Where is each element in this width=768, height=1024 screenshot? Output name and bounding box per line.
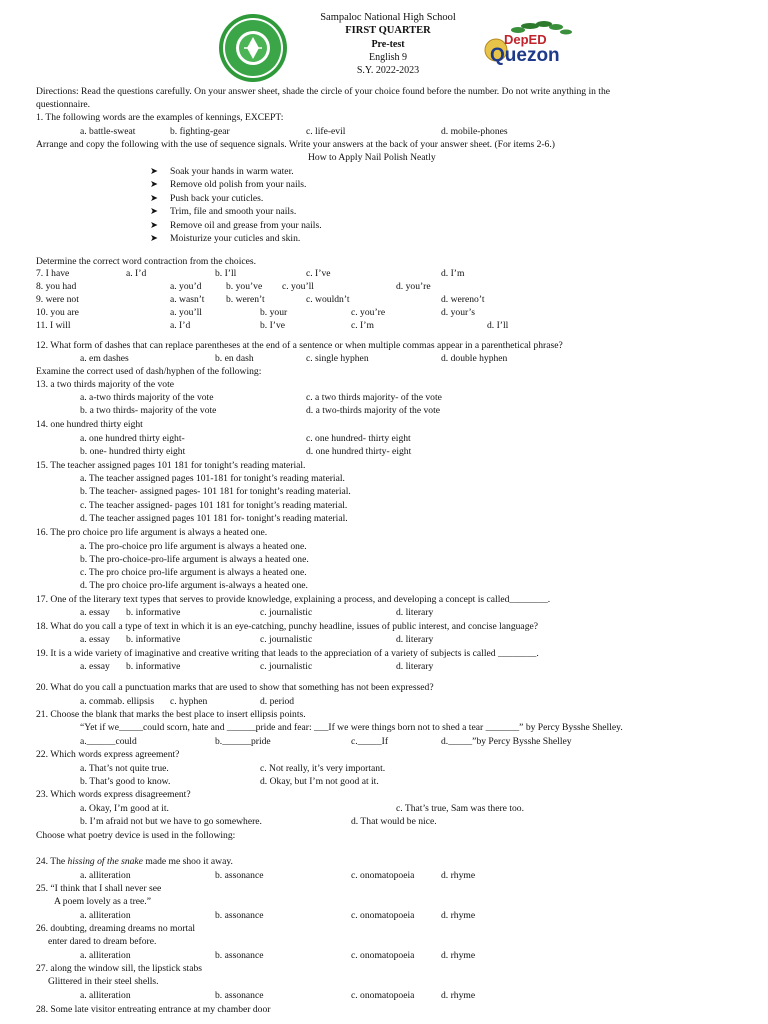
arrow-bullet-icon: ➤ — [150, 180, 158, 190]
q26-choice-c: c. onomatopoeia — [351, 950, 415, 961]
q11-choice-c: c. I’m — [351, 320, 374, 331]
q7-choice-b: b. I’ll — [215, 268, 237, 279]
q17-choice-b: b. informative — [126, 607, 181, 618]
question-14-stem: 14. one hundred thirty eight — [36, 419, 143, 430]
question-15-stem: 15. The teacher assigned pages 101 181 for tonight’s reading material. — [36, 460, 306, 471]
q19-choice-c: c. journalistic — [260, 661, 313, 672]
q18-choice-a: a. essay — [80, 634, 110, 645]
q15-choice-a: a. The teacher assigned pages 101-181 for tonight’s reading material. — [80, 473, 345, 484]
q24-choice-b: b. assonance — [215, 870, 264, 881]
q25-choice-a: a. alliteration — [80, 910, 131, 921]
q21-choice-a: a.______could — [80, 736, 137, 747]
q10-choice-d: d. your’s — [441, 307, 475, 318]
sequence-step: Moisturize your cuticles and skin. — [170, 233, 301, 244]
q19-choice-b: b. informative — [126, 661, 181, 672]
q26-choice-a: a. alliteration — [80, 950, 131, 961]
q19-choice-d: d. literary — [396, 661, 434, 672]
q16-choice-c: c. The pro choice pro-life argument is always a heated one. — [80, 567, 307, 578]
q20-choice-c: c. hyphen — [170, 696, 208, 707]
quezon-wordmark: Quezon — [490, 45, 560, 66]
q23-choice-c: c. That’s true, Sam was there too. — [396, 803, 524, 814]
q24-stem-pre: 24. The — [36, 856, 68, 867]
q21-choice-c: c._____If — [351, 736, 389, 747]
q9-choice-b: b. weren’t — [226, 294, 265, 305]
q14-choice-d: d. one hundred thirty- eight — [306, 446, 412, 457]
q13-choice-c: c. a two thirds majority- of the vote — [306, 392, 442, 403]
q21-choice-d: d._____”by Percy Bysshe Shelley — [441, 736, 572, 747]
q16-choice-a: a. The pro-choice pro life argument is always a heated one. — [80, 541, 307, 552]
q12-choice-b: b. en dash — [215, 353, 254, 364]
q8-choice-c: c. you’ll — [282, 281, 314, 292]
arrow-bullet-icon: ➤ — [150, 221, 158, 231]
deped-wordmark: DepED — [504, 32, 547, 47]
q24-choice-a: a. alliteration — [80, 870, 131, 881]
q11-choice-b: b. I’ve — [260, 320, 286, 331]
q21-choice-b: b.______pride — [215, 736, 271, 747]
q22-choice-b: b. That’s good to know. — [80, 776, 171, 787]
q27-choice-c: c. onomatopoeia — [351, 990, 415, 1001]
q24-choice-c: c. onomatopoeia — [351, 870, 415, 881]
question-25-line-2: A poem lovely as a tree.” — [54, 896, 151, 907]
q17-choice-a: a. essay — [80, 607, 110, 618]
contraction-instruction: Determine the correct word contraction from the choices. — [36, 256, 257, 267]
question-27-line-1: 27. along the window sill, the lipstick stabs — [36, 963, 203, 974]
q23-choice-a: a. Okay, I’m good at it. — [80, 803, 169, 814]
question-26-line-2: enter dared to dream before. — [48, 936, 157, 947]
q8-choice-a: a. you’d — [170, 281, 202, 292]
q15-choice-d: d. The teacher assigned pages 101 181 for- tonight’s reading material. — [80, 513, 348, 524]
q13-choice-d: d. a two-thirds majority of the vote — [306, 405, 441, 416]
sequence-step: Trim, file and smooth your nails. — [170, 206, 297, 217]
question-12-stem: 12. What form of dashes that can replace parentheses at the end of a sentence or when multiple commas appear in a parenthetical phrase? — [36, 340, 563, 351]
q12-choice-c: c. single hyphen — [306, 353, 369, 364]
sequence-step: Remove old polish from your nails. — [170, 179, 307, 190]
q9-choice-a: a. wasn’t — [170, 294, 205, 305]
q22-choice-c: c. Not really, it’s very important. — [260, 763, 386, 774]
test-title: Pre-test — [371, 39, 405, 50]
q7-choice-d: d. I’m — [441, 268, 465, 279]
school-year: S.Y. 2022-2023 — [356, 65, 420, 76]
sequence-step: Soak your hands in warm water. — [170, 166, 294, 177]
examine-instruction: Examine the correct used of dash/hyphen of the following: — [36, 366, 262, 377]
q7-choice-c: c. I’ve — [306, 268, 331, 279]
q14-choice-a: a. one hundred thirty eight- — [80, 433, 185, 444]
q7-choice-a: a. I’d — [126, 268, 147, 279]
q10-choice-a: a. you’ll — [170, 307, 202, 318]
question-28-line-1: 28. Some late visitor entreating entrance at my chamber door — [36, 1004, 271, 1015]
school-name: Sampaloc National High School — [320, 12, 456, 23]
question-23-stem: 23. Which words express disagreement? — [36, 789, 191, 800]
q25-choice-b: b. assonance — [215, 910, 264, 921]
q1-choice-b: b. fighting-gear — [170, 126, 230, 137]
q21-quote: “Yet if we_____could scorn, hate and ______pride and fear: ___If we were things born not to shed a tear _______” by Percy Bysshe Shelley. — [80, 722, 623, 733]
q20-choice-ab: a. commab. ellipsis — [80, 696, 155, 707]
q8-choice-b: b. you’ve — [226, 281, 263, 292]
q1-choice-a: a. battle-sweat — [80, 126, 136, 137]
sequence-step: Push back your cuticles. — [170, 193, 264, 204]
q7-stem: 7. I have — [36, 268, 70, 279]
arrow-bullet-icon: ➤ — [150, 167, 158, 177]
question-26-line-1: 26. doubting, dreaming dreams no mortal — [36, 923, 196, 934]
directions-line-2: questionnaire. — [36, 99, 91, 110]
arrow-bullet-icon: ➤ — [150, 234, 158, 244]
subject-label: English 9 — [368, 52, 408, 63]
sequence-step: Remove oil and grease from your nails. — [170, 220, 322, 231]
question-22-stem: 22. Which words express agreement? — [36, 749, 180, 760]
q27-choice-a: a. alliteration — [80, 990, 131, 1001]
question-13-stem: 13. a two thirds majority of the vote — [36, 379, 175, 390]
q8-choice-d: d. you’re — [396, 281, 431, 292]
question-16-stem: 16. The pro choice pro life argument is always a heated one. — [36, 527, 268, 538]
sequence-title: How to Apply Nail Polish Neatly — [308, 152, 436, 163]
q17-choice-c: c. journalistic — [260, 607, 313, 618]
q10-choice-b: b. your — [260, 307, 288, 318]
q13-choice-b: b. a two thirds- majority of the vote — [80, 405, 217, 416]
question-17-stem: 17. One of the literary text types that serves to provide knowledge, explaining a process, and developing a concept is called________. — [36, 594, 551, 605]
q18-choice-b: b. informative — [126, 634, 181, 645]
q22-choice-d: d. Okay, but I’m not good at it. — [260, 776, 379, 787]
q17-choice-d: d. literary — [396, 607, 434, 618]
q25-choice-c: c. onomatopoeia — [351, 910, 415, 921]
question-1-stem: 1. The following words are the examples of kennings, EXCEPT: — [36, 112, 284, 123]
q1-choice-d: d. mobile-phones — [441, 126, 508, 137]
q16-choice-d: d. The pro choice pro-life argument is-always a heated one. — [80, 580, 308, 591]
q12-choice-d: d. double hyphen — [441, 353, 508, 364]
q10-choice-c: c. you’re — [351, 307, 386, 318]
q24-stem-italic: hissing of the snake — [67, 856, 143, 867]
poetry-instruction: Choose what poetry device is used in the following: — [36, 830, 236, 841]
q18-choice-d: d. literary — [396, 634, 434, 645]
q11-stem: 11. I will — [36, 320, 71, 331]
q25-choice-d: d. rhyme — [441, 910, 476, 921]
question-27-line-2: Glittered in their steel shells. — [48, 976, 159, 987]
q14-choice-c: c. one hundred- thirty eight — [306, 433, 411, 444]
arrow-bullet-icon: ➤ — [150, 194, 158, 204]
question-20-stem: 20. What do you call a punctuation marks that are used to show that something has not been expressed? — [36, 682, 434, 693]
q11-choice-d: d. I’ll — [487, 320, 509, 331]
q27-choice-d: d. rhyme — [441, 990, 476, 1001]
q14-choice-b: b. one- hundred thirty eight — [80, 446, 186, 457]
q16-choice-b: b. The pro-choice-pro-life argument is always a heated one. — [80, 554, 309, 565]
q24-stem-post: made me shoo it away. — [142, 856, 233, 867]
directions-line-1: Directions: Read the questions carefully. On your answer sheet, shade the circle of your choice found before the number. Do not write anything in the — [36, 86, 611, 97]
question-19-stem: 19. It is a wide variety of imaginative and creative writing that leads to the appreciation of a variety of subjects is called ________. — [36, 648, 539, 659]
q19-choice-a: a. essay — [80, 661, 110, 672]
q11-choice-a: a. I’d — [170, 320, 191, 331]
q24-choice-d: d. rhyme — [441, 870, 476, 881]
q27-choice-b: b. assonance — [215, 990, 264, 1001]
q1-choice-c: c. life-evil — [306, 126, 346, 137]
q12-choice-a: a. em dashes — [80, 353, 129, 364]
q9-choice-d: d. wereno’t — [441, 294, 485, 305]
school-seal-logo — [218, 13, 288, 83]
question-25-line-1: 25. “I think that I shall never see — [36, 883, 162, 894]
q9-stem: 9. were not — [36, 294, 79, 305]
q26-choice-b: b. assonance — [215, 950, 264, 961]
q10-stem: 10. you are — [36, 307, 79, 318]
q20-choice-d: d. period — [260, 696, 295, 707]
q9-choice-c: c. wouldn’t — [306, 294, 350, 305]
q23-choice-d: d. That would be nice. — [351, 816, 437, 827]
q8-stem: 8. you had — [36, 281, 77, 292]
question-24-stem — [36, 856, 233, 868]
q22-choice-a: a. That’s not quite true. — [80, 763, 169, 774]
deped-quezon-logo — [484, 20, 576, 80]
q15-choice-c: c. The teacher assigned- pages 101 181 for tonight’s reading material. — [80, 500, 348, 511]
question-21-stem: 21. Choose the blank that marks the best place to insert ellipsis points. — [36, 709, 306, 720]
arrow-bullet-icon: ➤ — [150, 207, 158, 217]
q13-choice-a: a. a-two thirds majority of the vote — [80, 392, 214, 403]
q18-choice-c: c. journalistic — [260, 634, 313, 645]
q26-choice-d: d. rhyme — [441, 950, 476, 961]
sequence-instruction: Arrange and copy the following with the use of sequence signals. Write your answers at the back of your answer sheet. (For items 2-6.) — [36, 139, 555, 150]
question-18-stem: 18. What do you call a type of text in which it is an eye-catching, punchy headline, issues of public interest, and concise language? — [36, 621, 539, 632]
q23-choice-b: b. I’m afraid not but we have to go somewhere. — [80, 816, 262, 827]
quarter-title: FIRST QUARTER — [345, 25, 431, 36]
q15-choice-b: b. The teacher- assigned pages- 101 181 for tonight’s reading material. — [80, 486, 351, 497]
